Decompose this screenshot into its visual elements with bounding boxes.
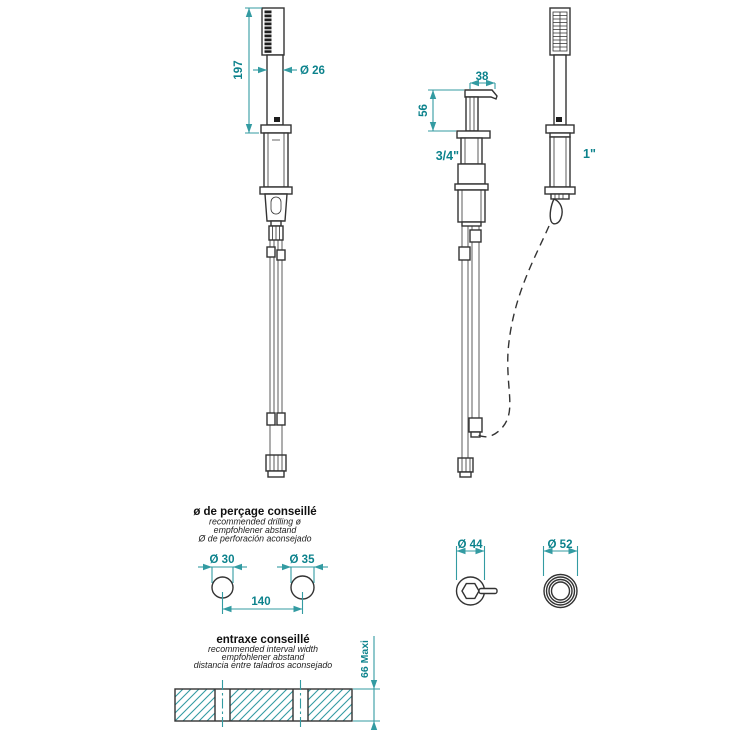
handle-width-label: 38 [475, 71, 489, 83]
valve-upper-body [461, 138, 482, 164]
hole-left-diameter-label: Ø 30 [209, 554, 235, 566]
top-view-holder [544, 539, 578, 608]
height-dimension-label: 197 [233, 60, 245, 80]
holder-bore [552, 582, 570, 600]
hose-nub-right [556, 117, 562, 122]
interval-note-es: distancia entre taladros aconsejado [193, 660, 333, 670]
hole-right-diameter-label: Ø 35 [289, 554, 315, 566]
interval-note-title: entraxe conseillé [216, 634, 310, 646]
connection-size-label-holder: 1" [583, 147, 596, 161]
interval-note-de: empfohlener abstand [221, 652, 305, 662]
deck-thickness-label: 66 Maxi [359, 640, 371, 678]
handle-shaft-right [554, 55, 566, 125]
handshower-left-figure [260, 8, 292, 477]
drilling-note-es: Ø de perforación aconsejado [198, 533, 312, 544]
drilling-holes-diagram [198, 554, 328, 614]
diameter-dimension-label: Ø 26 [300, 65, 325, 77]
holder-tube-right [550, 137, 570, 187]
shower-handle-shaft [267, 55, 283, 125]
connection-size-label-valve: 3/4" [435, 149, 459, 163]
valve-outlet-tube [472, 226, 479, 418]
top-view-valve-handle [457, 539, 498, 605]
holder-ring-mid [547, 577, 575, 605]
deck-flange [260, 187, 292, 194]
lever-top-view [479, 589, 497, 594]
valve-deck-flange [455, 184, 488, 190]
flexible-hose-dashed [475, 226, 549, 437]
holder-top-diameter-label: Ø 52 [547, 539, 573, 551]
drilling-note-de: empfohlener abstand [213, 525, 297, 535]
dimension-deck-thickness [353, 636, 380, 730]
end-fitting-nut [266, 455, 286, 471]
under-deck-cone [265, 194, 287, 221]
valve-supply-tube [462, 226, 468, 458]
dimension-handle-38 [470, 71, 495, 89]
mixer-valve-figure [455, 90, 497, 477]
deck-cross-section [175, 680, 352, 730]
hose-coupling-nut [469, 418, 482, 432]
holder-top-flange [261, 125, 291, 133]
handle-stem [466, 97, 478, 131]
handle-top-diameter-label: Ø 44 [457, 539, 483, 551]
drilling-note [193, 506, 316, 544]
handle-height-label: 56 [418, 104, 430, 117]
supply-tube-a [270, 240, 274, 415]
supply-tube-b [278, 240, 282, 415]
hole-interval-label: 140 [251, 596, 271, 608]
hose-outlet-elbow [550, 199, 562, 224]
holder-flange-right [546, 125, 574, 133]
valve-escutcheon [457, 131, 490, 138]
holder-deck-flange-right [545, 187, 575, 194]
interval-note [194, 634, 333, 670]
handshower-holder-figure [475, 8, 575, 437]
holder-ring-inner [549, 580, 572, 603]
valve-block [458, 164, 485, 184]
hose-nub [274, 117, 280, 122]
dimension-handle-56 [418, 90, 464, 131]
drilling-note-en: recommended drilling ø [209, 516, 301, 527]
dimension-diameter-26 [253, 65, 325, 77]
handle-hex-top [462, 584, 479, 599]
drilling-note-title: ø de perçage conseillé [193, 506, 317, 518]
interval-note-en: recommended interval width [207, 644, 319, 654]
